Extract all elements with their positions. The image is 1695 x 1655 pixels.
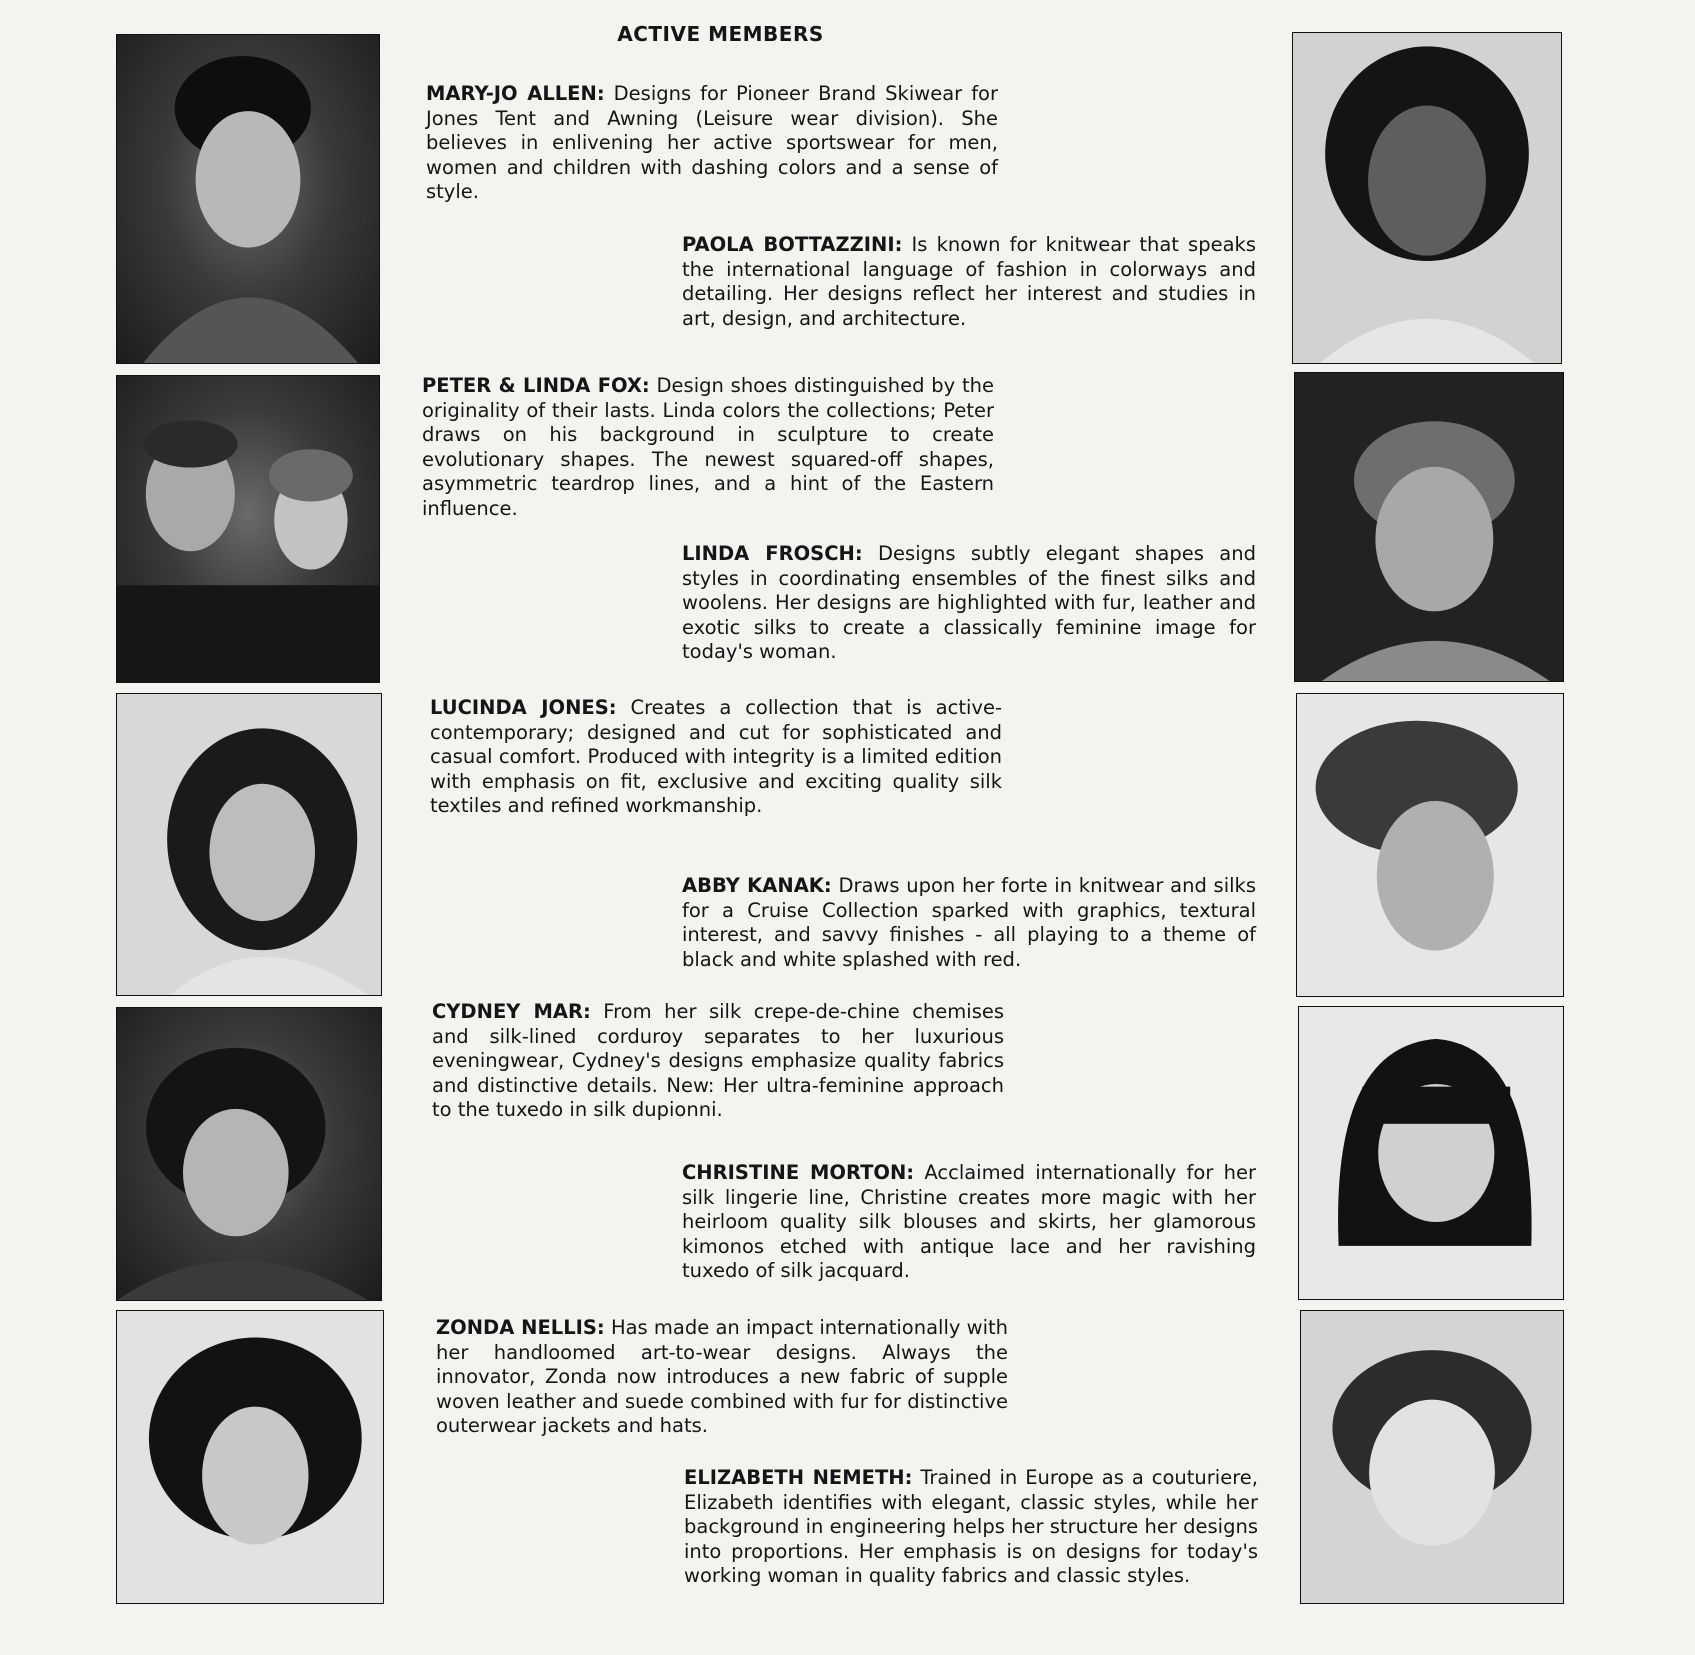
portrait-photo-paola-bottazzini [1292,32,1562,364]
member-bio: From her silk crepe-de-chine chemises and silk-lined corduroy separates to her luxurious eveningwear, Cydney's designs emphasize quality fabrics and distinctive details. New: Her ultra-feminine approach to the tuxedo in silk dupionni. [432,1000,1005,1121]
bio-mary-jo-allen [426,82,998,205]
member-bio: Is known for knitwear that speaks the international language of fashion in colorways and detailing. Her designs reflect her interest and studies in art, design, and architecture. [682,233,1256,330]
bio-peter-linda-fox [422,374,994,521]
member-name: ZONDA NELLIS: [436,1316,605,1339]
member-name: ELIZABETH NEMETH: [684,1466,913,1489]
portrait-photo-peter-linda-fox [116,375,380,683]
member-bio: Draws upon her forte in knitwear and silks for a Cruise Collection sparked with graphics, textural interest, and savvy finishes - all playing to a theme of black and white splashed with red. [682,874,1257,971]
member-name: LINDA FROSCH: [682,542,863,565]
bio-elizabeth-nemeth [684,1466,1258,1589]
portrait-photo-linda-frosch [1294,372,1564,682]
member-bio: Acclaimed internationally for her silk lingerie line, Christine creates more magic with her heirloom quality silk blouses and skirts, her glamorous kimonos etched with antique lace and her ravishing tuxedo of silk jacquard. [682,1161,1256,1282]
member-bio: Has made an impact internationally with her handloomed art-to-wear designs. Always the innovator, Zonda now introduces a new fabric of supple woven leather and suede combined with fur for distinctive outerwear jackets and hats. [436,1316,1008,1437]
member-bio: Designs subtly elegant shapes and styles in coordinating ensembles of the finest silks and woolens. Her designs are highlighted with fur, leather and exotic silks to create a classically feminine image for today's woman. [682,542,1256,663]
portrait-photo-mary-jo-allen [116,34,380,364]
portrait-photo-abby-kanak [1296,693,1564,997]
bio-christine-morton [682,1161,1256,1284]
member-name: ABBY KANAK: [682,874,832,897]
bio-linda-frosch [682,542,1256,665]
portrait-photo-elizabeth-nemeth [1300,1310,1564,1604]
portrait-photo-zonda-nellis [116,1310,384,1604]
member-bio: Design shoes distinguished by the originality of their lasts. Linda colors the collections; Peter draws on his background in sculpture to create evolutionary shapes. The newest squared-off shapes, asymmetric teardrop lines, and a hint of the Eastern influence. [422,374,994,520]
member-name: PETER & LINDA FOX: [422,374,650,397]
member-name: PAOLA BOTTAZZINI: [682,233,903,256]
portrait-photo-christine-morton [1298,1006,1564,1300]
member-name: LUCINDA JONES: [430,696,617,719]
portrait-photo-cydney-mar [116,1007,382,1301]
member-name: CHRISTINE MORTON: [682,1161,915,1184]
page-title: ACTIVE MEMBERS [617,22,824,46]
member-name: MARY-JO ALLEN: [426,82,605,105]
member-bio: Trained in Europe as a couturiere, Elizabeth identifies with elegant, classic styles, while her background in engineering helps her structure her designs into proportions. Her emphasis is on designs for today's working woman in quality fabrics and classic styles. [684,1466,1258,1587]
bio-abby-kanak [682,874,1256,972]
bio-cydney-mar [432,1000,1004,1123]
member-bio: Creates a collection that is active-contemporary; designed and cut for sophisticated and casual comfort. Produced with integrity is a limited edition with emphasis on fit, exclusive and exciting quality silk textiles and refined workmanship. [430,696,1002,817]
member-name: CYDNEY MAR: [432,1000,591,1023]
portrait-photo-lucinda-jones [116,693,382,996]
member-bio: Designs for Pioneer Brand Skiwear for Jones Tent and Awning (Leisure wear division). She believes in enlivening her active sportswear for men, women and children with dashing colors and a sense of style. [426,82,999,203]
bio-zonda-nellis [436,1316,1008,1439]
bio-paola-bottazzini [682,233,1256,331]
bio-lucinda-jones [430,696,1002,819]
